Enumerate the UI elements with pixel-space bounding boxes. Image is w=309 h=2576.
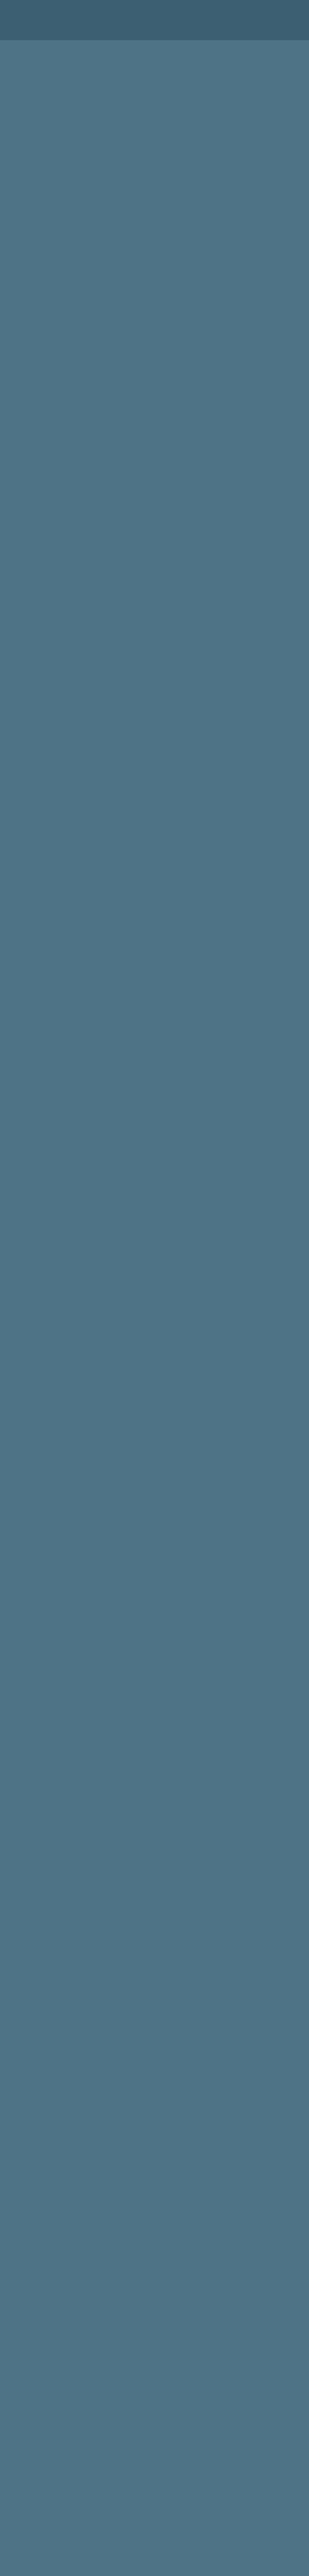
banner (0, 0, 309, 40)
banner-title (0, 0, 309, 5)
